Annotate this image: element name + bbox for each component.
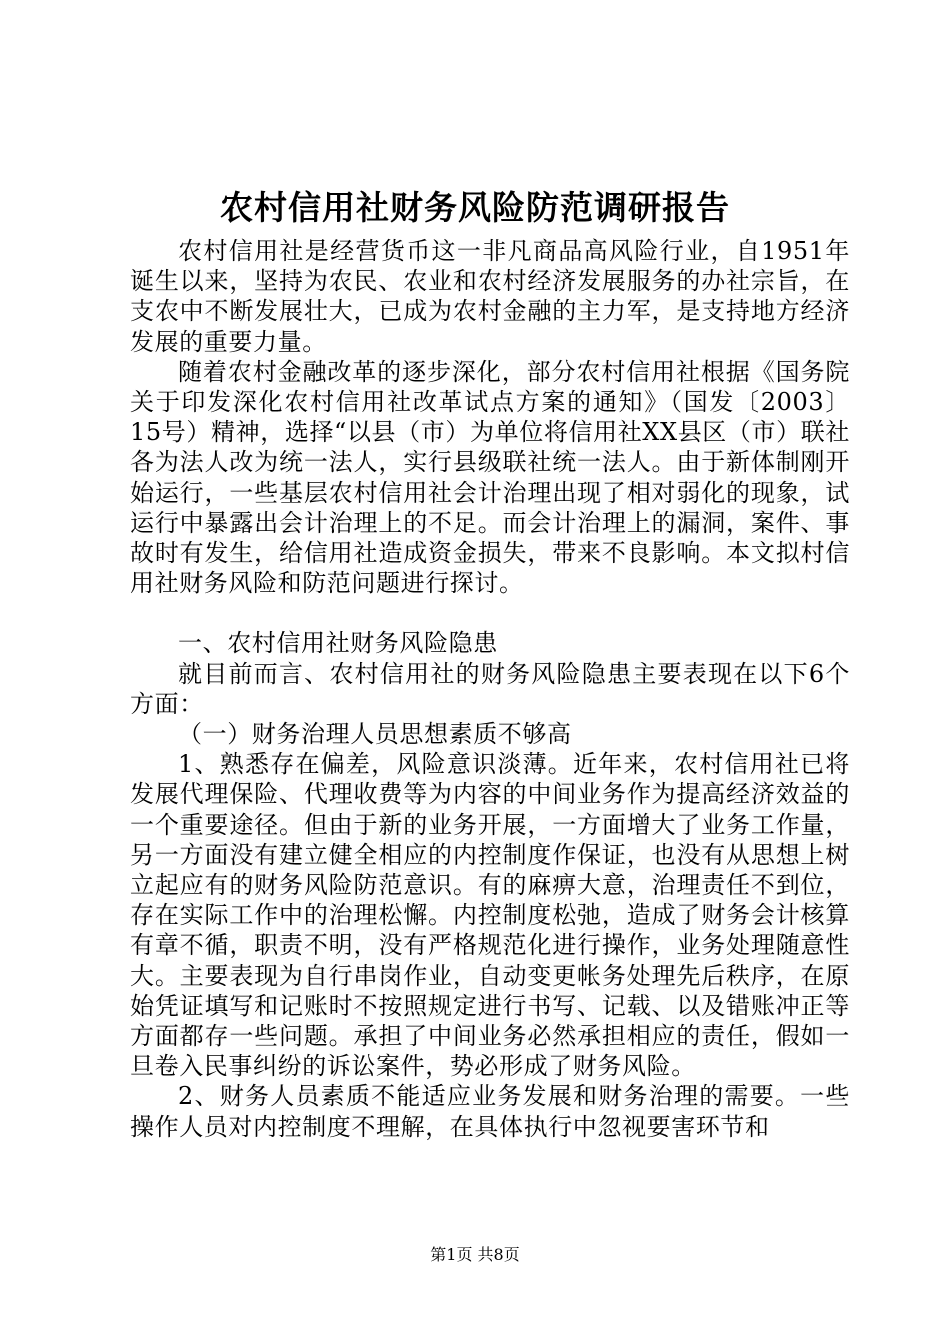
document-title: 农村信用社财务风险防范调研报告 [220, 188, 730, 227]
page-footer: 第1页 共8页 [430, 1245, 520, 1264]
document-body [130, 236, 850, 1142]
paragraph-spacer [130, 598, 850, 628]
paragraph-intro: 农村信用社是经营货币这一非凡商品高风险行业，自1951年诞生以来，坚持为农民、农业和农村经济发展服务的办社宗旨，在支农中不断发展壮大，已成为农村金融的主力军，是支持地方经济发展的重要力量。 [130, 237, 850, 356]
subsection-heading-1: （一）财务治理人员思想素质不够高 [178, 720, 572, 749]
section-heading-1: 一、农村信用社财务风险隐患 [178, 629, 498, 658]
paragraph-reform: 随着农村金融改革的逐步深化，部分农村信用社根据《国务院关于印发深化农村信用社改革试点方案的通知》（国发〔2003〕15号）精神，选择“以县（市）为单位将信用社XX县区（市）联社各为法人改为统一法人，实行县级联社统一法人。由于新体制刚开始运行，一些基层农村信用社会计治理出现了相对弱化的现象，试运行中暴露出会计治理上的不足。而会计治理上的漏洞，案件、事故时有发生，给信用社造成资金损失，带来不良影响。本文拟村信用社财务风险和防范问题进行探讨。 [130, 357, 850, 598]
paragraph-overview: 就目前而言、农村信用社的财务风险隐患主要表现在以下6个方面： [130, 659, 850, 718]
paragraph-point-1: 1、熟悉存在偏差，风险意识淡薄。近年来，农村信用社已将发展代理保险、代理收费等为内容的中间业务作为提高经济效益的一个重要途径。但由于新的业务开展，一方面增大了业务工作量，另一方面没有建立健全相应的内控制度作保证，也没有从思想上树立起应有的财务风险防范意识。有的麻痹大意，治理责任不到位，存在实际工作中的治理松懈。内控制度松弛，造成了财务会计核算有章不循，职责不明，没有严格规范化进行操作，业务处理随意性大。主要表现为自行串岗作业，自动变更帐务处理先后秩序，在原始凭证填写和记账时不按照规定进行书写、记载、以及错账冲正等方面都存一些问题。承担了中间业务必然承担相应的责任，假如一旦卷入民事纠纷的诉讼案件，势必形成了财务风险。 [130, 750, 850, 1081]
paragraph-point-2: 2、财务人员素质不能适应业务发展和财务治理的需要。一些操作人员对内控制度不理解，在具体执行中忽视要害环节和 [130, 1082, 850, 1141]
